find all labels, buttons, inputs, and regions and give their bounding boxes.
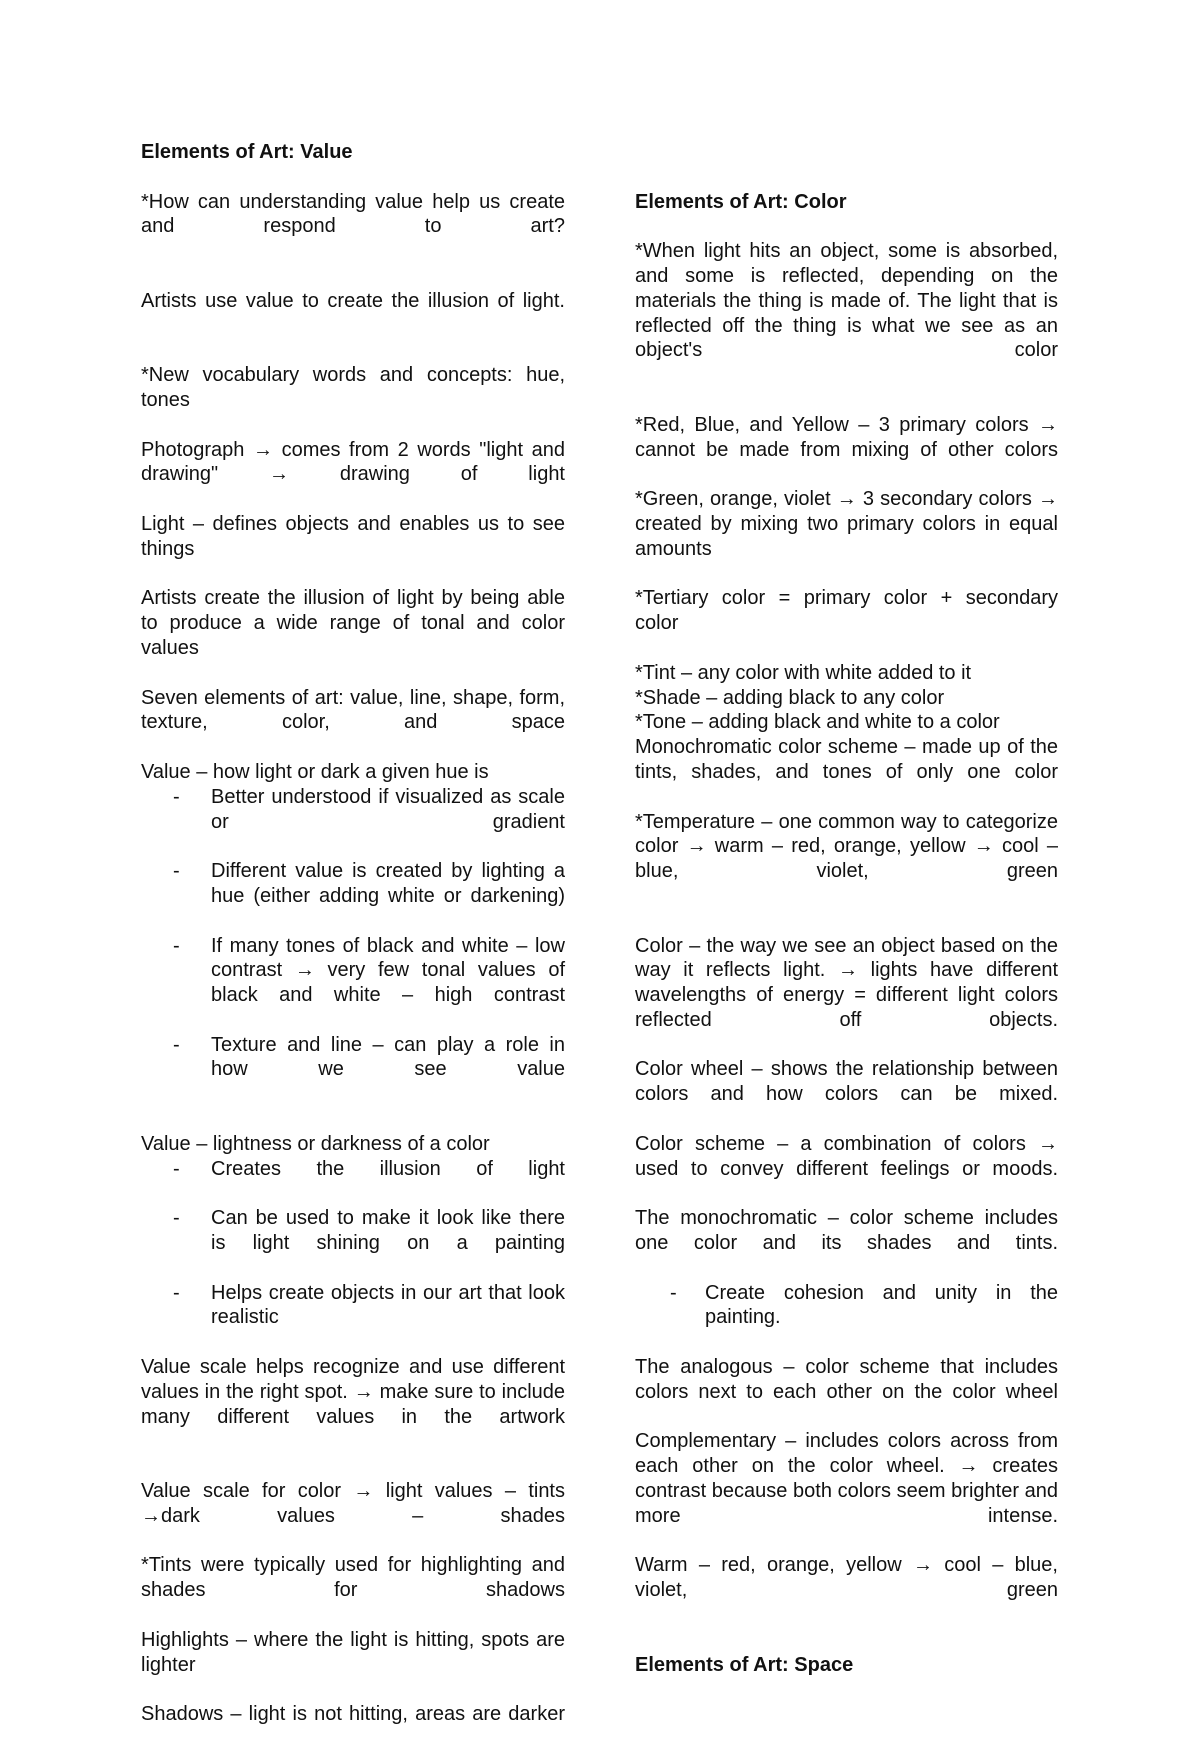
list-item: - Texture and line – can play a role in how we see value: [173, 1033, 565, 1081]
list-item: - Better understood if visualized as scale or gradient: [173, 785, 565, 833]
light-note: Light – defines objects and enables us to see things: [141, 512, 565, 560]
monochromatic-note: The monochromatic – color scheme includes one color and its shades and tints.: [635, 1207, 1058, 1255]
value-intro: Artists use value to create the illusion of light.: [141, 289, 565, 312]
color-scheme-note: Color scheme – a combination of colors → used to convey different feelings or moods.: [635, 1132, 1058, 1180]
shadows-note: Shadows – light is not hitting, areas are darker: [141, 1703, 565, 1726]
primary-colors-note: *Red, Blue, and Yellow – 3 primary colors → cannot be made from mixing of other colors: [635, 413, 1058, 461]
right-column: [635, 140, 1058, 1677]
value-bullet-list: [141, 785, 565, 1107]
temperature-note: *Temperature – one common way to categorize color → warm – red, orange, yellow → cool – blue, violet, green: [635, 810, 1058, 883]
list-item: - If many tones of black and white – low contrast → very few tonal values of black and white – high contrast: [173, 934, 565, 1007]
list-item: - Create cohesion and unity in the painting.: [670, 1281, 1058, 1329]
monochromatic-bullet-list: [635, 1281, 1058, 1355]
color-wheel-note: Color wheel – shows the relationship between colors and how colors can be mixed.: [635, 1058, 1058, 1106]
complementary-note: Complementary – includes colors across from each other on the color wheel. → creates contrast because both colors seem brighter and more intense.: [635, 1430, 1058, 1527]
photograph-note: Photograph → comes from 2 words "light and drawing" → drawing of light: [141, 438, 565, 486]
list-item: - Helps create objects in our art that look realistic: [173, 1281, 565, 1329]
list-item: - Different value is created by lighting a hue (either adding white or darkening): [173, 860, 565, 907]
lightness-bullet-list: [141, 1157, 565, 1355]
seven-elements-note: Seven elements of art: value, line, shape, form, texture, color, and space: [141, 686, 565, 734]
secondary-colors-note: *Green, orange, violet → 3 secondary colors → created by mixing two primary colors in equal amounts: [635, 488, 1058, 560]
tone-note: *Tone – adding black and white to a color: [635, 711, 1000, 734]
analogous-note: The analogous – color scheme that includes colors next to each other on the color wheel: [635, 1356, 1058, 1403]
color-heading: Elements of Art: Color: [635, 190, 847, 213]
vocabulary-note: *New vocabulary words and concepts: hue, tones: [141, 364, 565, 411]
warm-cool-note: Warm – red, orange, yellow → cool – blue, violet, green: [635, 1554, 1058, 1602]
list-item: - Can be used to make it look like there is light shining on a painting: [173, 1207, 565, 1255]
illusion-note: Artists create the illusion of light by being able to produce a wide range of tonal and color values: [141, 587, 565, 659]
color-definition: Color – the way we see an object based on the way it reflects light. → lights have different wavelengths of energy = different light colors reflected off objects.: [635, 934, 1058, 1031]
value-heading: Elements of Art: Value: [141, 141, 353, 163]
tertiary-color-note: *Tertiary color = primary color + secondary color: [635, 587, 1058, 635]
light-absorption-note: *When light hits an object, some is absorbed, and some is reflected, depending on the materials the thing is made of. The light that is reflected off the thing is what we see as an object's color: [635, 240, 1058, 362]
value-definition: Value – how light or dark a given hue is: [141, 760, 489, 783]
left-column: [141, 140, 565, 1752]
tint-note: *Tint – any color with white added to it: [635, 661, 972, 684]
shade-note: *Shade – adding black to any color: [635, 686, 945, 709]
space-heading: Elements of Art: Space: [635, 1653, 854, 1676]
value-scale-color-note: Value scale for color → light values – tints →dark values – shades: [141, 1480, 565, 1527]
highlights-note: Highlights – where the light is hitting, spots are lighter: [141, 1628, 565, 1676]
value-scale-note: Value scale helps recognize and use different values in the right spot. → make sure to include many different values in the artwork: [141, 1356, 565, 1428]
value-question: *How can understanding value help us create and respond to art?: [141, 190, 565, 238]
list-item: - Creates the illusion of light: [173, 1157, 565, 1180]
tints-note: *Tints were typically used for highlighting and shades for shadows: [141, 1554, 565, 1602]
value-lightness-definition: Value – lightness or darkness of a color: [141, 1132, 490, 1155]
monochromatic-scheme-note: Monochromatic color scheme – made up of the tints, shades, and tones of only one color: [635, 736, 1058, 783]
